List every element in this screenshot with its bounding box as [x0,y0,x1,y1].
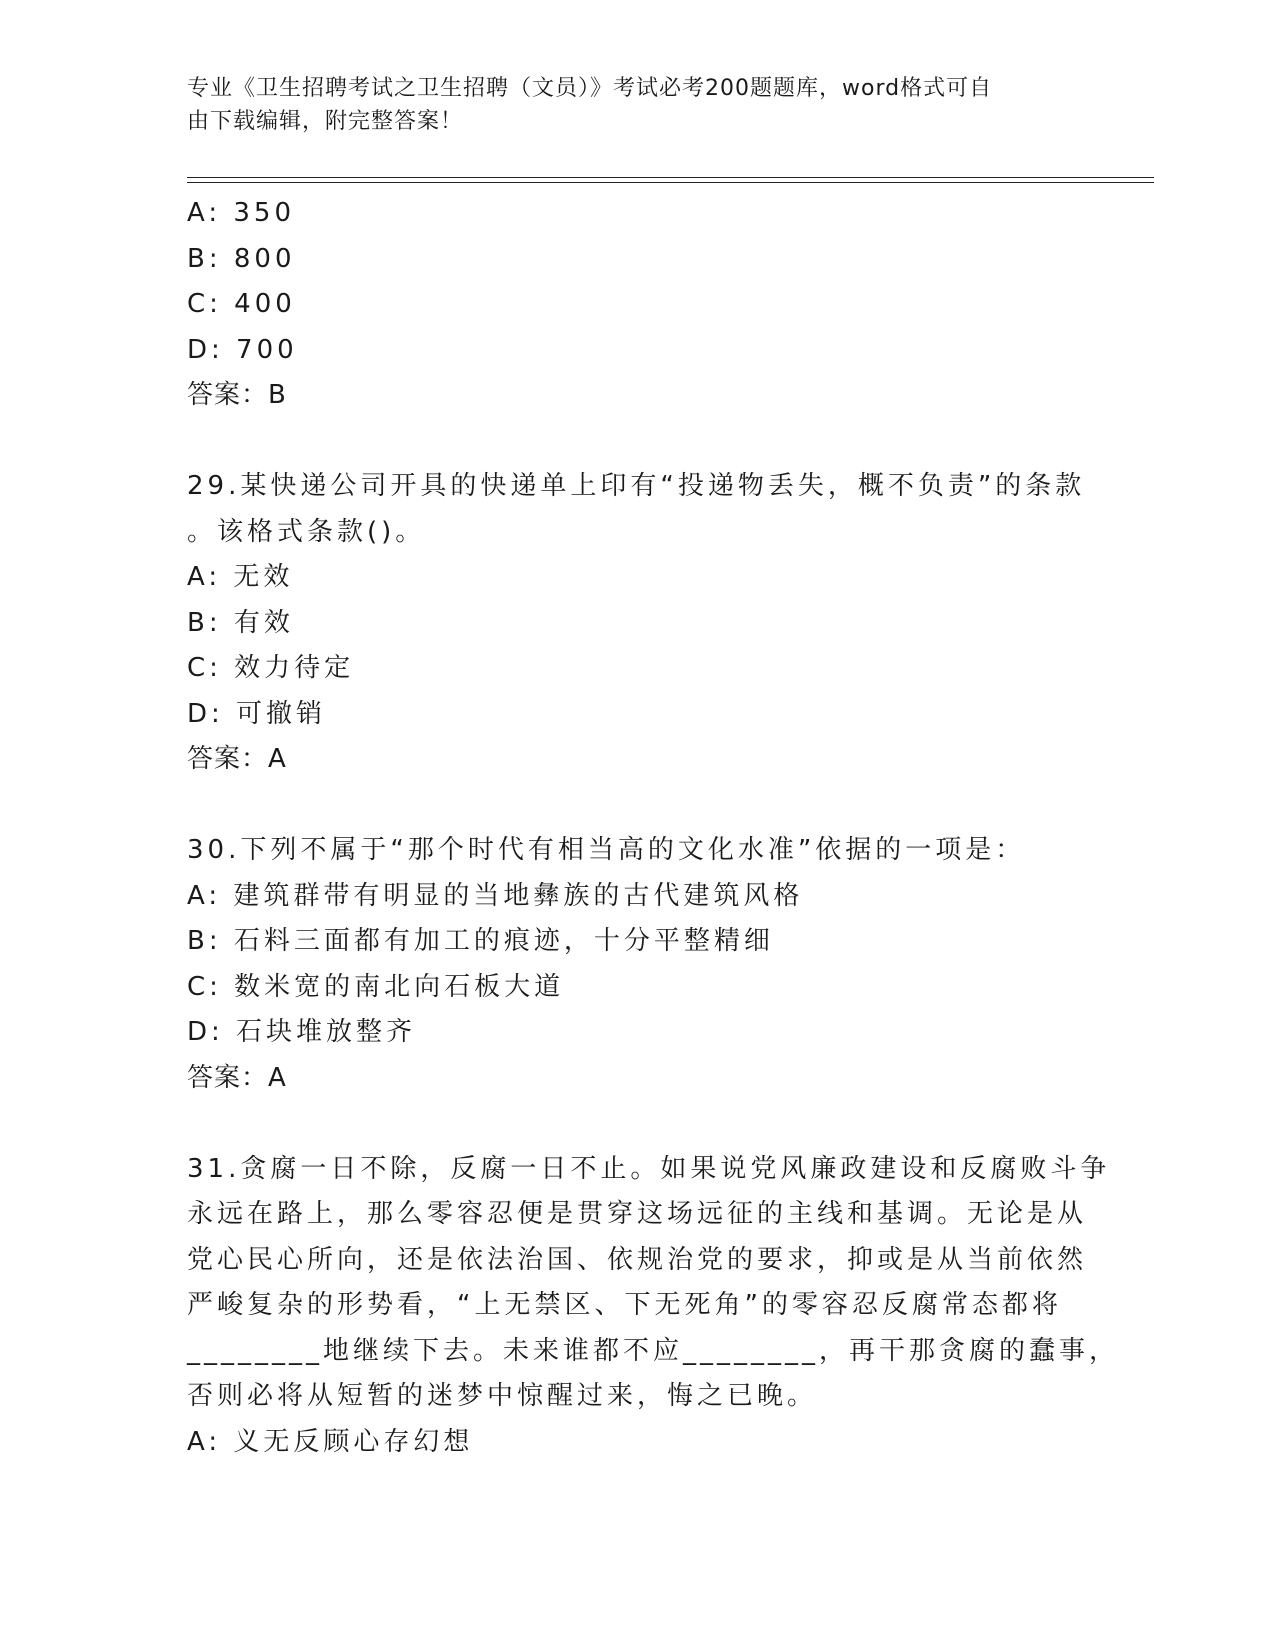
spacer [187,783,1087,829]
question-text-line: 30.下列不属于“那个时代有相当高的文化水准”依据的一项是： [187,835,1026,865]
option-a: A: 建筑群带有明显的当地彝族的古代建筑风格 [187,880,804,911]
option-a: A: 350 [187,198,295,228]
question-list [187,191,1120,1465]
question-text-line: 29.某快递公司开具的快递单上印有“投递物丢失，概不负责”的条款 [187,471,1086,501]
question-31 [187,1147,1120,1466]
option-a: A: 无效 [187,562,294,592]
header-rule-top [187,177,1154,178]
header-rule-bottom [187,182,1154,183]
question-text-line: 党心民心所向，还是依法治国、依规治党的要求，抑或是从当前依然 [187,1244,1088,1275]
question-28 [187,191,1087,419]
answer: 答案：A [187,744,287,774]
question-30 [187,828,1087,1101]
option-c: C: 数米宽的南北向石板大道 [187,971,565,1002]
option-c: C: 400 [187,289,296,319]
option-c: C: 效力待定 [187,653,355,683]
header-line-2: 由下载编辑，附完整答案！ [187,109,464,134]
question-29 [187,464,1087,783]
question-text-line: ________地继续下去。未来谁都不应________，再干那贪腐的蠢事， [187,1335,1120,1366]
question-text-line: 严峻复杂的形势看，“上无禁区、下无死角”的零容忍反腐常态都将 [187,1290,1062,1320]
question-text-line: 永远在路上，那么零容忍便是贯穿这场远征的主线和基调。无论是从 [187,1199,1088,1229]
option-b: B: 有效 [187,607,294,638]
spacer [187,1101,1087,1147]
option-d: D: 700 [187,334,298,365]
option-d: D: 可撤销 [187,698,327,729]
question-text-line: 。该格式条款()。 [187,516,426,547]
question-text-line: 否则必将从短暂的迷梦中惊醒过来，悔之已晚。 [187,1381,818,1411]
option-d: D: 石块堆放整齐 [187,1017,417,1047]
question-text-line: 31.贪腐一日不除，反腐一日不止。如果说党风廉政建设和反腐败斗争 [187,1153,1111,1184]
option-b: B: 石料三面都有加工的痕迹，十分平整精细 [187,926,774,956]
option-a: A: 义无反顾心存幻想 [187,1426,474,1457]
answer: 答案：B [187,380,287,410]
spacer [187,419,1087,465]
document-header [187,72,1067,138]
header-line-1: 专业《卫生招聘考试之卫生招聘（文员）》考试必考200题题库，word格式可自 [187,76,993,101]
option-b: B: 800 [187,243,296,274]
answer: 答案：A [187,1062,287,1093]
